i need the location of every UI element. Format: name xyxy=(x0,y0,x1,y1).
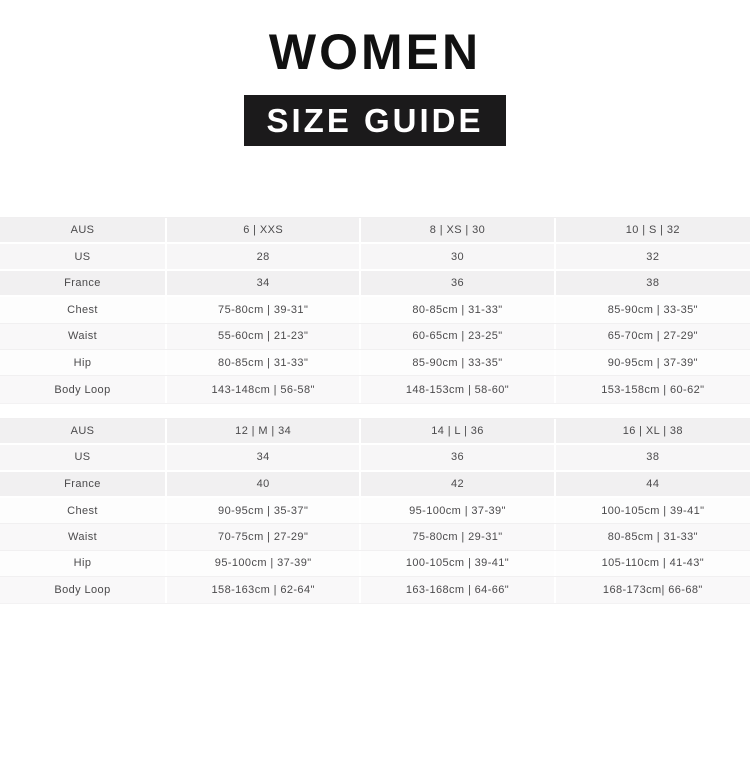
size-cell: 153-158cm | 60-62" xyxy=(601,383,705,396)
size-table-2 xyxy=(0,418,750,605)
row-label: US xyxy=(0,244,167,268)
table-row xyxy=(0,218,750,244)
size-cell: 36 xyxy=(361,271,555,295)
size-cell: 44 xyxy=(646,477,660,490)
table-row xyxy=(0,324,750,350)
size-cell: 36 xyxy=(361,445,555,469)
size-cell: 65-70cm | 27-29" xyxy=(607,330,698,343)
size-cell: 42 xyxy=(361,472,555,496)
size-cell: 70-75cm | 27-29" xyxy=(167,524,361,549)
row-label: AUS xyxy=(0,419,167,443)
size-cell: 105-110cm | 41-43" xyxy=(601,557,705,570)
size-cell: 34 xyxy=(167,445,361,469)
row-label: Body Loop xyxy=(0,376,167,402)
size-cell: 100-105cm | 39-41" xyxy=(601,504,705,517)
table-row xyxy=(0,350,750,376)
table-row xyxy=(0,577,750,603)
table-row xyxy=(0,472,750,498)
size-cell: 28 xyxy=(167,244,361,268)
table-row xyxy=(0,244,750,270)
size-cell: 75-80cm | 29-31" xyxy=(361,524,555,549)
row-label: Body Loop xyxy=(0,577,167,603)
size-cell: 85-90cm | 33-35" xyxy=(607,303,698,316)
row-label: Chest xyxy=(0,297,167,322)
table-row xyxy=(0,524,750,550)
size-cell: 143-148cm | 56-58" xyxy=(167,376,361,402)
size-cell: 95-100cm | 37-39" xyxy=(167,551,361,576)
page-header xyxy=(0,24,750,146)
size-cell: 163-168cm | 64-66" xyxy=(361,577,555,603)
size-cell: 80-85cm | 31-33" xyxy=(607,530,698,543)
row-label: France xyxy=(0,271,167,295)
row-label: France xyxy=(0,472,167,496)
size-table-1 xyxy=(0,217,750,404)
size-guide-banner xyxy=(244,95,505,146)
size-cell: 80-85cm | 31-33" xyxy=(167,350,361,375)
size-cell: 34 xyxy=(167,271,361,295)
table-row xyxy=(0,498,750,524)
size-cell: 30 xyxy=(361,244,555,268)
page-title: WOMEN xyxy=(268,24,482,80)
size-cell: 90-95cm | 37-39" xyxy=(607,356,698,369)
size-cell: 8 | XS | 30 xyxy=(361,218,555,242)
size-cell: 16 | XL | 38 xyxy=(622,424,683,437)
size-cell: 60-65cm | 23-25" xyxy=(361,324,555,349)
size-cell: 38 xyxy=(646,451,660,464)
size-cell: 148-153cm | 58-60" xyxy=(361,376,555,402)
size-cell: 40 xyxy=(167,472,361,496)
size-cell: 32 xyxy=(646,250,660,263)
size-cell: 10 | S | 32 xyxy=(625,224,680,237)
size-cell: 12 | M | 34 xyxy=(167,419,361,443)
table-row xyxy=(0,445,750,471)
row-label: AUS xyxy=(0,218,167,242)
size-cell: 6 | XXS xyxy=(167,218,361,242)
size-cell: 75-80cm | 39-31" xyxy=(167,297,361,322)
table-row xyxy=(0,551,750,577)
row-label: Waist xyxy=(0,524,167,549)
table-row xyxy=(0,376,750,402)
table-row xyxy=(0,297,750,323)
table-row xyxy=(0,419,750,445)
size-cell: 80-85cm | 31-33" xyxy=(361,297,555,322)
size-cell: 14 | L | 36 xyxy=(361,419,555,443)
table-row xyxy=(0,271,750,297)
size-guide-banner-label: SIZE GUIDE xyxy=(266,102,484,139)
row-label: Hip xyxy=(0,350,167,375)
size-tables xyxy=(0,217,750,604)
size-cell: 90-95cm | 35-37" xyxy=(167,498,361,523)
row-label: Chest xyxy=(0,498,167,523)
size-cell: 95-100cm | 37-39" xyxy=(361,498,555,523)
size-cell: 55-60cm | 21-23" xyxy=(167,324,361,349)
size-cell: 85-90cm | 33-35" xyxy=(361,350,555,375)
row-label: Hip xyxy=(0,551,167,576)
row-label: Waist xyxy=(0,324,167,349)
size-cell: 100-105cm | 39-41" xyxy=(361,551,555,576)
row-label: US xyxy=(0,445,167,469)
size-cell: 38 xyxy=(646,276,660,289)
size-cell: 158-163cm | 62-64" xyxy=(167,577,361,603)
size-cell: 168-173cm| 66-68" xyxy=(602,584,703,597)
